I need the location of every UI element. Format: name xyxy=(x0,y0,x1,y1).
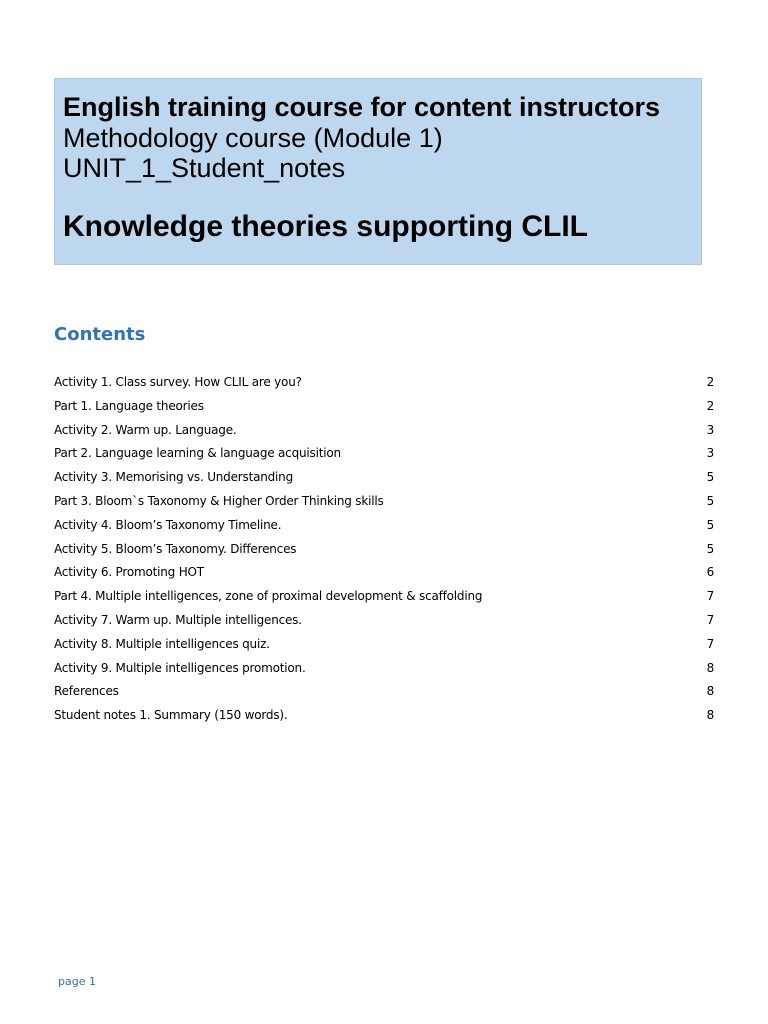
contents-heading: Contents xyxy=(54,324,146,345)
toc-entry-page: 3 xyxy=(706,446,714,461)
module-subtitle: Methodology course (Module 1) xyxy=(63,123,443,153)
toc-entry-page: 5 xyxy=(706,541,714,556)
toc-entry-title[interactable]: Activity 4. Bloom’s Taxonomy Timeline. xyxy=(54,517,282,532)
table-of-contents xyxy=(54,375,714,732)
toc-entry[interactable] xyxy=(54,542,714,566)
toc-entry-page: 5 xyxy=(706,470,714,485)
toc-entry-page: 7 xyxy=(706,636,714,651)
toc-entry-page: 2 xyxy=(706,398,714,413)
toc-entry-page: 2 xyxy=(706,375,714,389)
toc-entry-title[interactable]: Activity 6. Promoting HOT xyxy=(54,565,204,580)
toc-entry-title[interactable]: Activity 9. Multiple intelligences promotion. xyxy=(54,660,306,675)
toc-entry-title[interactable]: References xyxy=(54,684,119,699)
toc-entry[interactable] xyxy=(54,613,714,637)
toc-entry-title[interactable]: Activity 7. Warm up. Multiple intelligences. xyxy=(54,612,302,627)
toc-entry-page: 8 xyxy=(706,660,714,675)
toc-entry-title[interactable]: Activity 3. Memorising vs. Understanding xyxy=(54,470,294,485)
toc-entry-page: 5 xyxy=(706,517,714,532)
toc-entry-page: 7 xyxy=(706,612,714,627)
toc-entry[interactable] xyxy=(54,399,714,423)
toc-entry-title[interactable]: Part 2. Language learning & language acquisition xyxy=(54,446,341,461)
toc-entry[interactable] xyxy=(54,470,714,494)
toc-entry[interactable] xyxy=(54,637,714,661)
toc-entry-title[interactable]: Part 4. Multiple intelligences, zone of proximal development & scaffolding xyxy=(54,589,483,604)
toc-entry-page: 8 xyxy=(706,684,714,699)
page-number-footer: page 1 xyxy=(58,975,96,988)
toc-entry[interactable] xyxy=(54,518,714,542)
toc-entry-title[interactable]: Activity 2. Warm up. Language. xyxy=(54,422,237,437)
toc-entry[interactable] xyxy=(54,565,714,589)
document-title: Knowledge theories supporting CLIL xyxy=(63,210,588,243)
title-box xyxy=(54,78,702,265)
toc-entry-title[interactable]: Activity 8. Multiple intelligences quiz. xyxy=(54,636,270,651)
toc-entry[interactable] xyxy=(54,684,714,708)
toc-entry[interactable] xyxy=(54,661,714,685)
toc-entry[interactable] xyxy=(54,446,714,470)
toc-entry-page: 6 xyxy=(706,565,714,580)
toc-entry-page: 8 xyxy=(706,708,714,723)
toc-entry[interactable] xyxy=(54,589,714,613)
toc-entry-title[interactable]: Part 1. Language theories xyxy=(54,398,204,413)
course-title: English training course for content instructors xyxy=(63,92,661,122)
toc-entry[interactable] xyxy=(54,494,714,518)
toc-entry[interactable] xyxy=(54,708,714,732)
toc-entry-page: 5 xyxy=(706,493,714,508)
toc-entry-title[interactable]: Student notes 1. Summary (150 words). xyxy=(54,708,288,723)
toc-entry[interactable] xyxy=(54,423,714,447)
toc-entry-page: 3 xyxy=(706,422,714,437)
unit-label: UNIT_1_Student_notes xyxy=(63,153,346,183)
toc-entry-title[interactable]: Activity 1. Class survey. How CLIL are you? xyxy=(54,375,302,389)
toc-entry-title[interactable]: Activity 5. Bloom’s Taxonomy. Differences xyxy=(54,541,297,556)
toc-entry[interactable] xyxy=(54,375,714,399)
toc-entry-title[interactable]: Part 3. Bloom`s Taxonomy & Higher Order Thinking skills xyxy=(54,493,384,508)
toc-entry-page: 7 xyxy=(706,589,714,604)
